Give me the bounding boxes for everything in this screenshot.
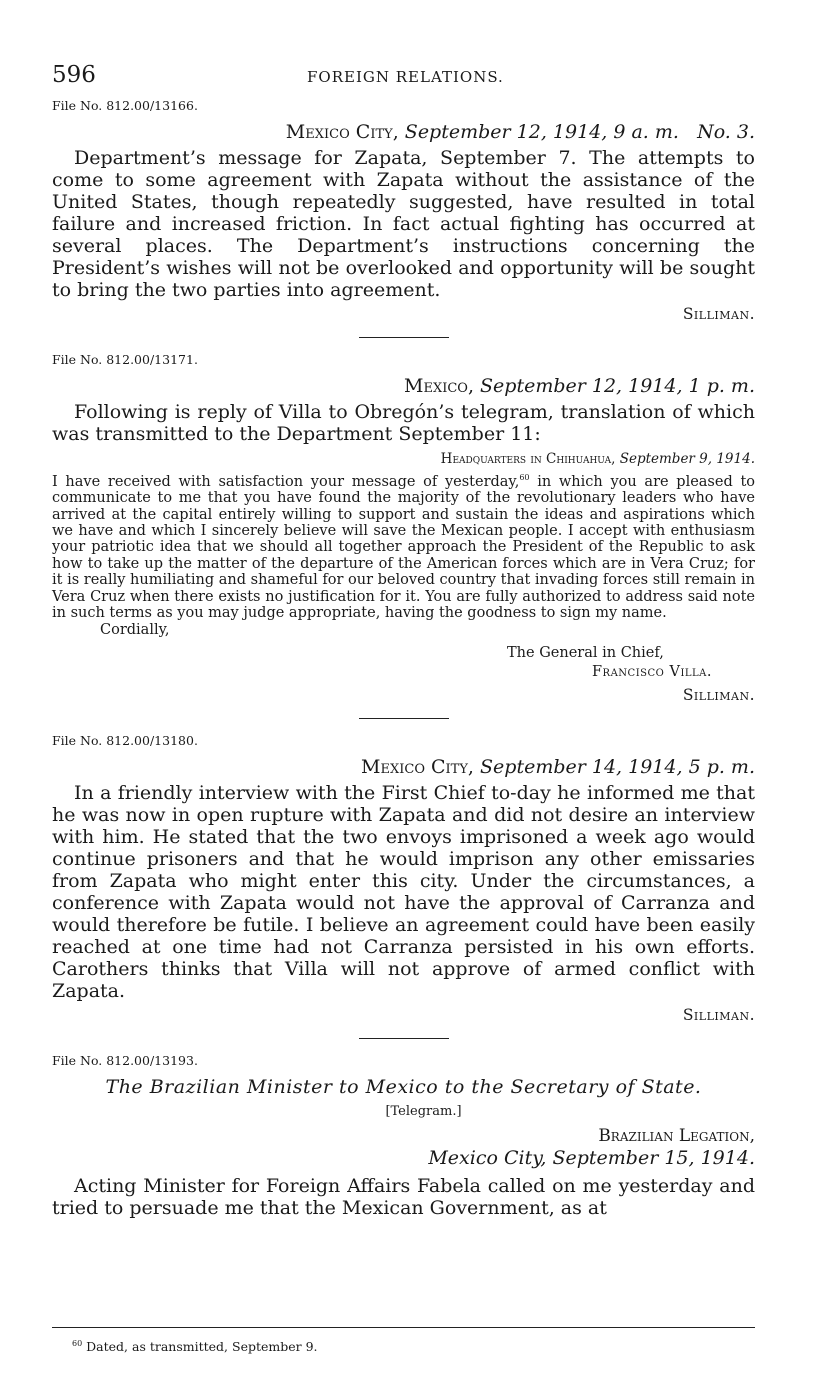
quoted-message-body: [52, 470, 755, 621]
dateline-date: September 12, 1914, 9 a. m.: [404, 121, 679, 143]
dateline: [52, 756, 755, 778]
quoted-place: Headquarters in Chihuahua,: [440, 451, 616, 467]
message-body: Department’s message for Zapata, September 7. The attempts to come to some agreement with Zapata without the assistance of the United States, though repeatedly suggested, have resulted in total failure and increased friction. In fact actual fighting has occurred at several places. The Department’s instructions concerning the President’s wishes will not be overlooked and opportunity will be sought to bring the two parties into agreement.: [52, 147, 755, 301]
file-number: File No. 812.00/13166.: [52, 98, 198, 113]
dateline: [52, 121, 755, 143]
footnote-text: Dated, as transmitted, September 9.: [82, 1339, 318, 1355]
dateline-place: Mexico,: [404, 375, 474, 397]
section-title: The Brazilian Minister to Mexico to the Secretary of State.: [105, 1076, 702, 1099]
document-13166: [52, 98, 755, 323]
document-13180: [52, 733, 755, 1024]
message-number: No. 3.: [697, 121, 755, 143]
footnote: [72, 1339, 318, 1354]
quoted-signature-title: The General in Chief,: [507, 645, 664, 662]
quoted-signature-name: Francisco Villa.: [592, 664, 713, 681]
dateline-date: September 14, 1914, 5 p. m.: [480, 756, 755, 779]
signature: Silliman.: [682, 305, 755, 323]
footnote-reference: 60: [519, 473, 530, 482]
quoted-closing: Cordially,: [100, 622, 170, 639]
running-head: [52, 62, 755, 98]
quoted-body-part: I have received with satisfaction your message of yesterday,: [52, 473, 520, 490]
section-divider: [359, 337, 449, 338]
section-divider: [359, 718, 449, 719]
legation-heading: Brazilian Legation,: [598, 1126, 755, 1147]
file-number: File No. 812.00/13180.: [52, 733, 198, 749]
message-body: Following is reply of Villa to Obregón’s telegram, translation of which was transmitted to the Department September 11:: [52, 401, 755, 445]
dateline-place: Mexico City,: [285, 121, 399, 143]
footnote-number: 60: [72, 1339, 83, 1348]
file-number: File No. 812.00/13193.: [52, 1053, 198, 1069]
running-title: FOREIGN RELATIONS.: [307, 68, 504, 86]
page-number: 596: [52, 62, 96, 88]
section-divider: [359, 1038, 449, 1039]
footnote-divider: [52, 1327, 755, 1328]
message-body: Acting Minister for Foreign Affairs Fabela called on me yesterday and tried to persuade me that the Mexican Government, as at: [52, 1175, 755, 1220]
message-body: In a friendly interview with the First Chief to-day he informed me that he was now in open rupture with Zapata and did not desire an interview with him. He stated that the two envoys imprisoned a week ago would continue prisoners and that he would imprison any other emissaries from Zapata who might enter this city. Under the circumstances, a conference with Zapata would not have the approval of Carranza and would therefore be futile. I believe an agreement could have been easily reached at one time had not Carranza persisted in his own efforts. Carothers thinks that Villa will not approve of armed conflict with Zapata.: [52, 782, 755, 1003]
telegram-label: [Telegram.]: [385, 1104, 462, 1120]
signature: Silliman.: [682, 686, 755, 705]
legation-date: Mexico City, September 15, 1914.: [428, 1147, 755, 1170]
document-13171: [52, 352, 755, 704]
quoted-date: September 9, 1914.: [619, 451, 755, 467]
signature: Silliman.: [682, 1006, 755, 1025]
quoted-signature-block: [52, 644, 755, 682]
quoted-body-part: in which you are pleased to communicate to me that you have found the majority of the revolutionary leaders who have arrived at the capital entirely willing to support and sustain the ideas and aspirations which we have and which I sincerely believe will save the Mexican people. I accept with enthusiasm your patriotic idea that we should all together approach the President of the Republic to ask how to take up the matter of the departure of the American forces which are in Vera Cruz; for it is really humiliating and shameful for our beloved country that invading forces still remain in Vera Cruz when there exists no justification for it. You are fully authorized to address said note in such terms as you may judge appropriate, having the goodness to sign my name.: [52, 473, 756, 622]
dateline-date: September 12, 1914, 1 p. m.: [480, 375, 755, 397]
quoted-dateline: [52, 451, 755, 467]
file-number: File No. 812.00/13171.: [52, 352, 198, 367]
dateline: [52, 375, 755, 397]
document-13193: [52, 1053, 755, 1219]
dateline-place: Mexico City,: [361, 756, 474, 779]
